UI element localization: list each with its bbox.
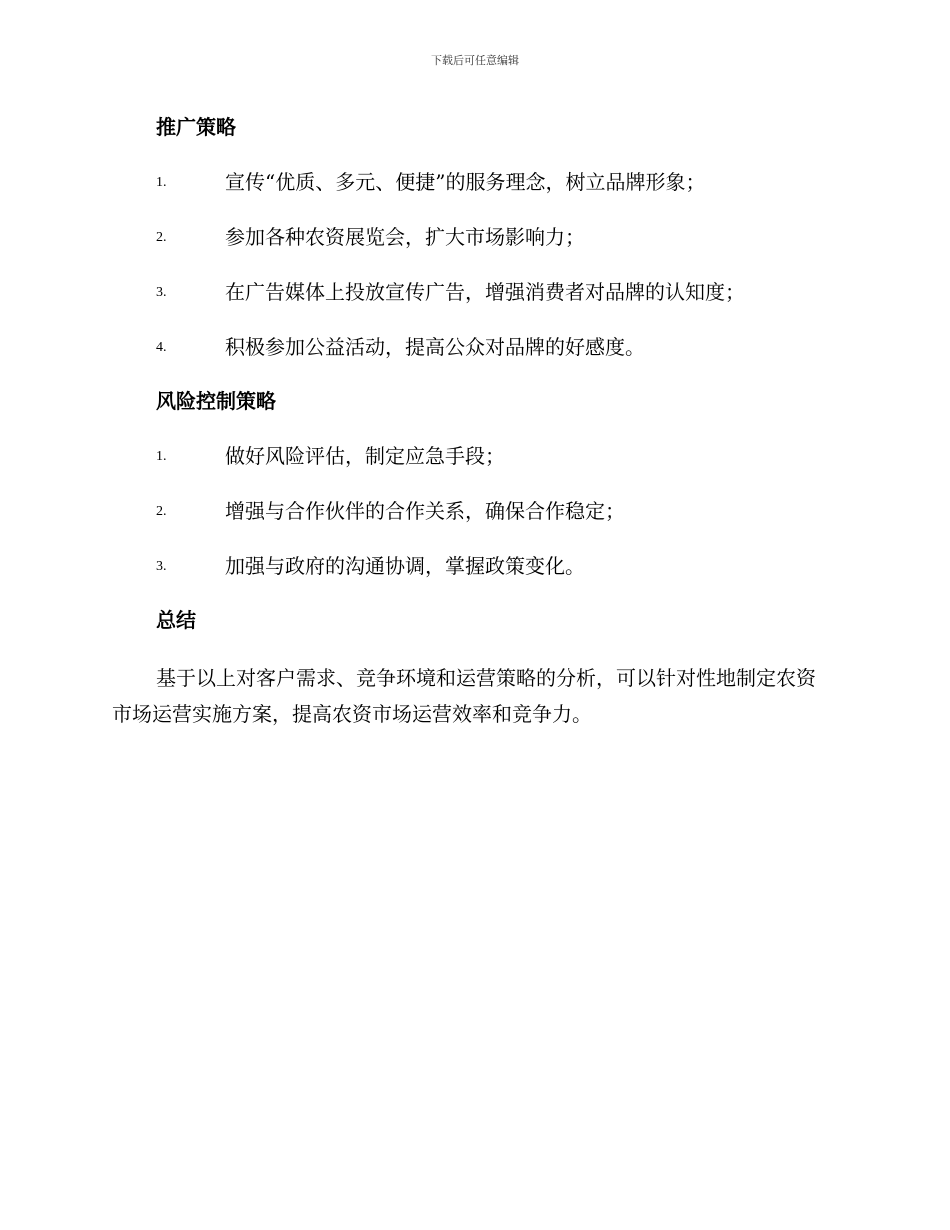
list-number: 3. [156,285,167,300]
summary-heading: 总结 [156,608,196,632]
list-text: 增强与合作伙伴的合作关系，确保合作稳定； [225,499,625,523]
list-text: 参加各种农资展览会，扩大市场影响力； [225,225,585,249]
risk-heading: 风险控制策略 [156,389,276,413]
risk-item-1 [156,442,856,472]
list-number: 4. [156,340,167,355]
risk-item-2 [156,497,856,527]
list-text: 加强与政府的沟通协调，掌握政策变化。 [225,554,585,578]
list-text: 积极参加公益活动，提高公众对品牌的好感度。 [225,335,645,359]
list-text: 在广告媒体上投放宣传广告，增强消费者对品牌的认知度； [225,280,745,304]
promotion-item-2 [156,223,856,253]
list-number: 1. [156,449,167,464]
page-header: 下载后可任意编辑 [431,54,519,67]
promotion-item-4 [156,333,856,363]
list-text: 宣传“优质、多元、便捷”的服务理念，树立品牌形象； [225,170,706,194]
list-number: 2. [156,230,167,245]
risk-item-3 [156,552,856,582]
summary-paragraph: 基于以上对客户需求、竞争环境和运营策略的分析，可以针对性地制定农资市场运营实施方案，提高农资市场运营效率和竞争力。 [112,666,816,726]
promotion-item-3 [156,278,856,308]
list-number: 1. [156,175,167,190]
promotion-heading: 推广策略 [156,115,236,139]
list-number: 2. [156,504,167,519]
list-text: 做好风险评估，制定应急手段； [225,444,505,468]
list-number: 3. [156,559,167,574]
promotion-item-1 [156,168,856,198]
